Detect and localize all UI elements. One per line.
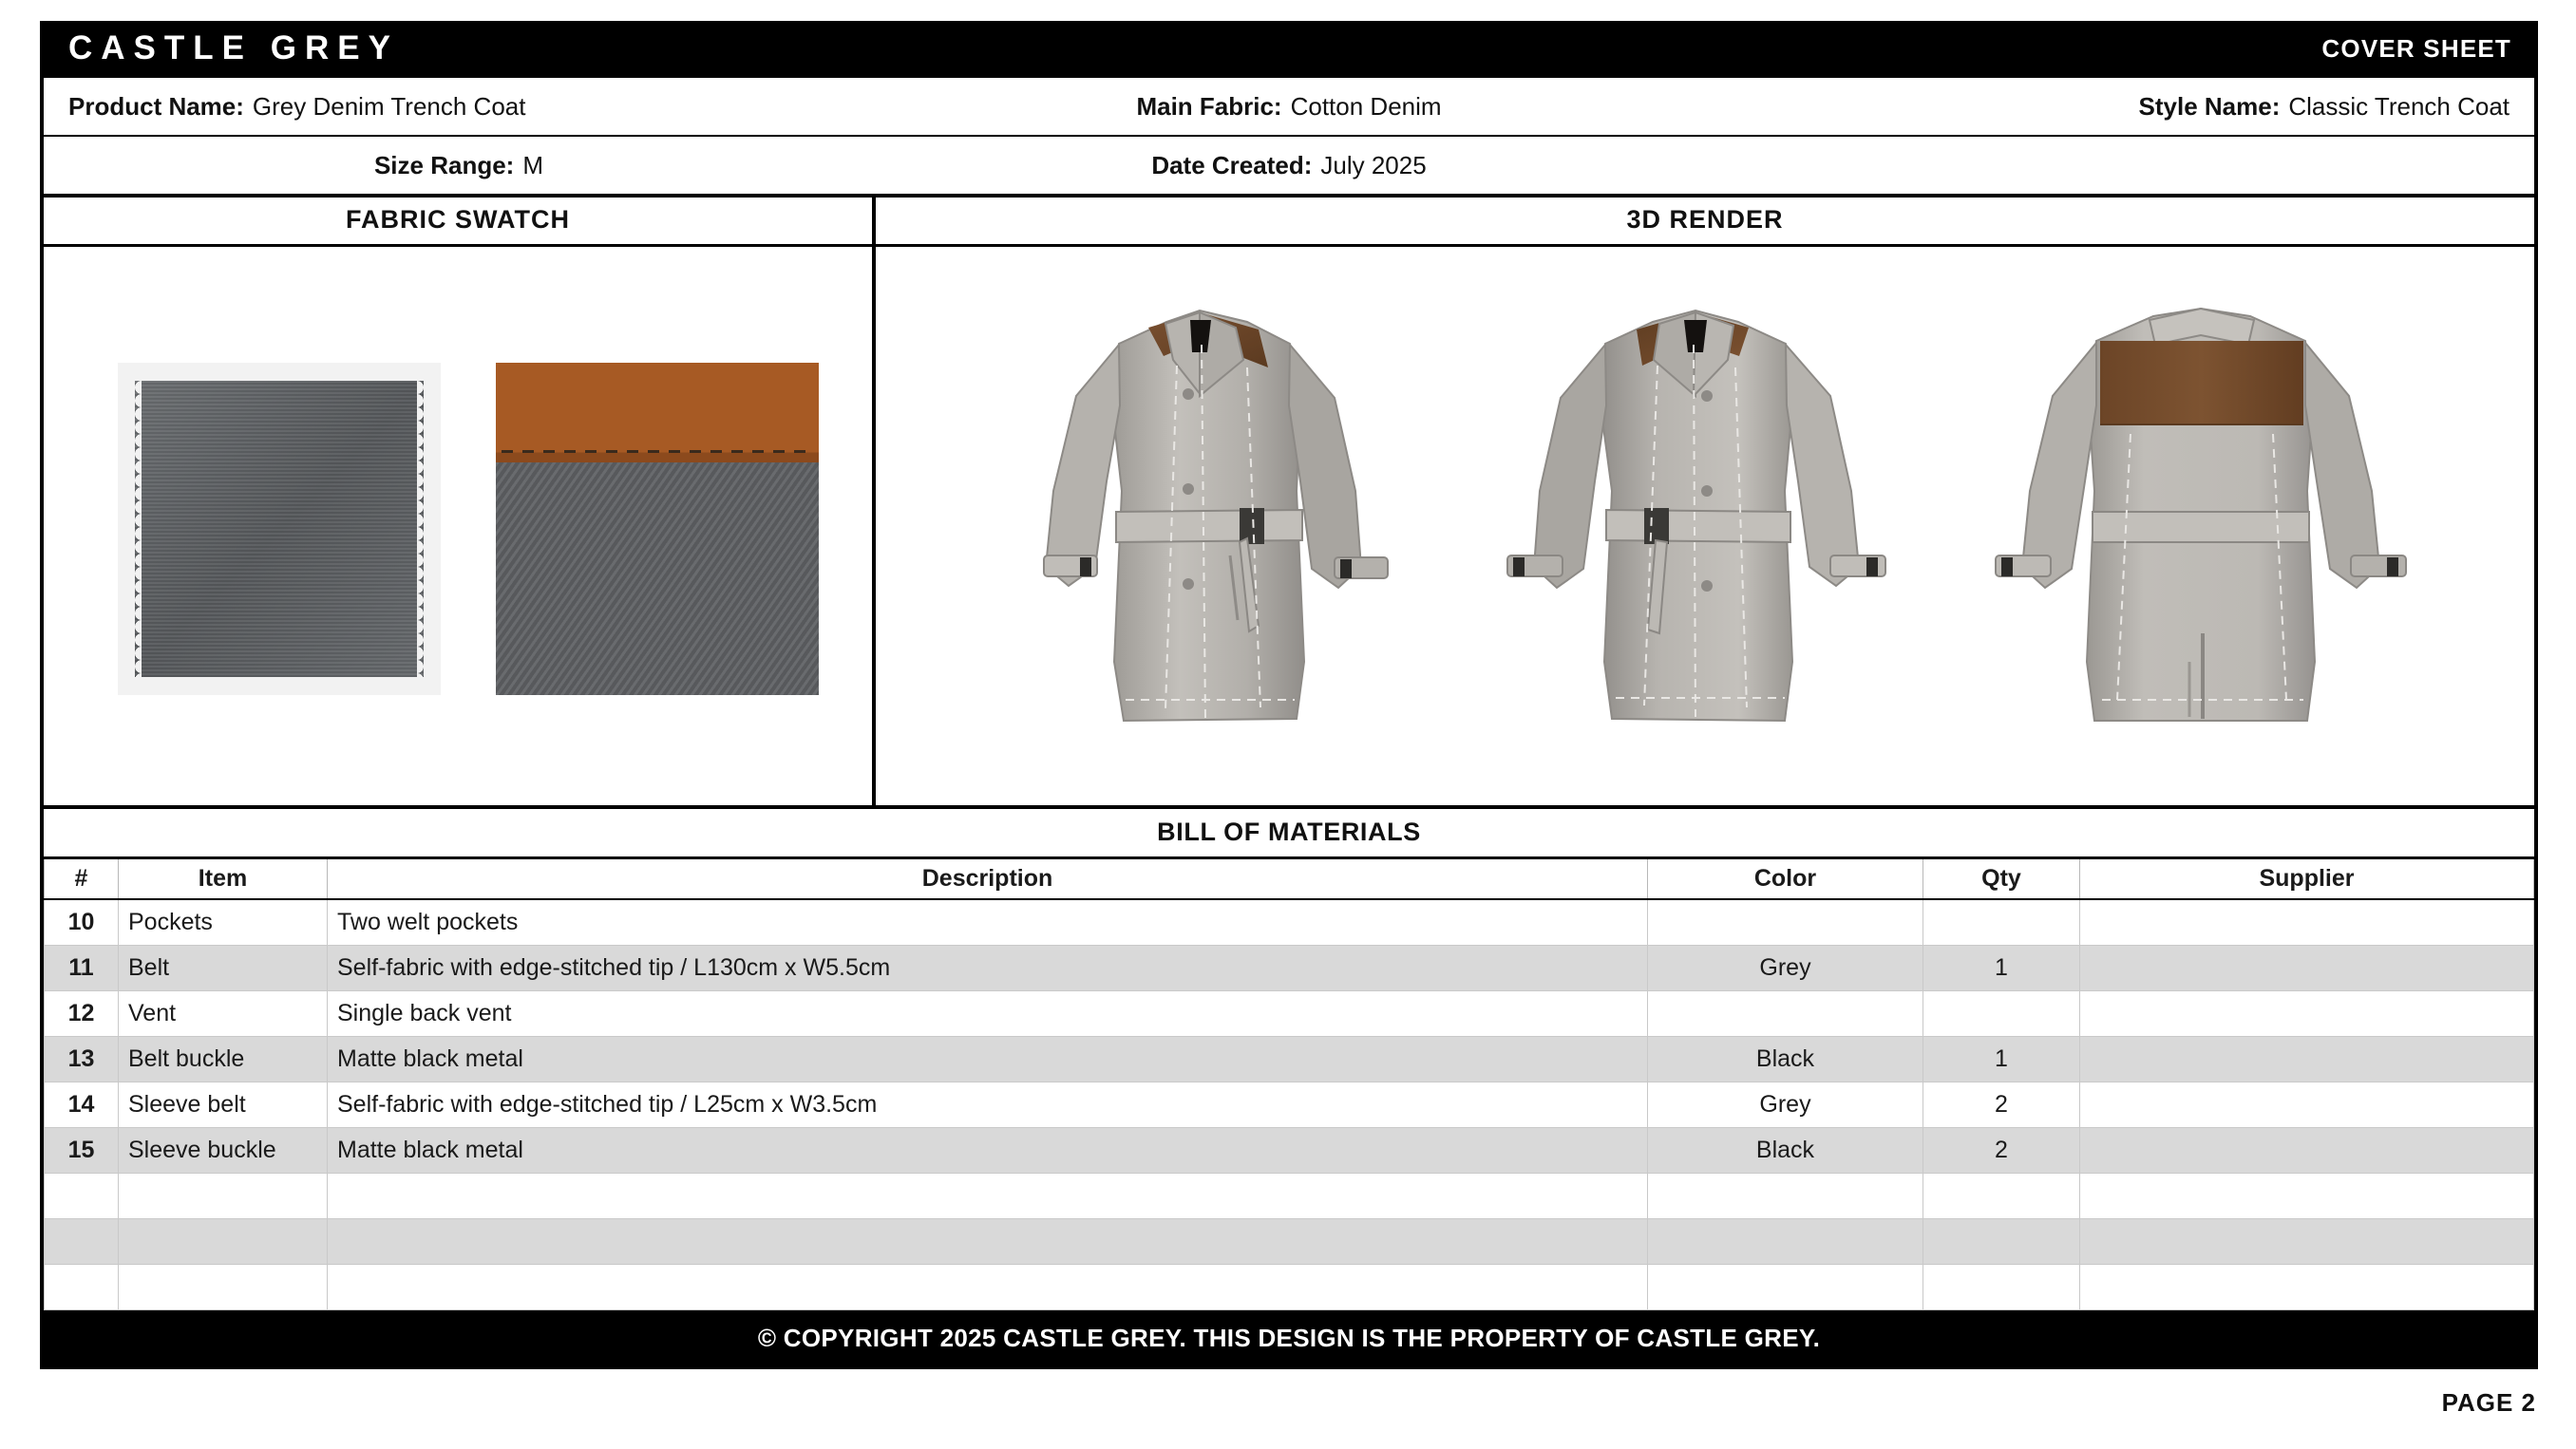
cell-item (119, 1173, 328, 1218)
main-fabric-label: Main Fabric: (1136, 91, 1282, 121)
style-name-value: Classic Trench Coat (2288, 91, 2510, 121)
bom-col-number: # (45, 858, 119, 900)
cell-qty (1923, 899, 2080, 945)
document-header (40, 21, 2538, 76)
cell-color (1648, 990, 1923, 1036)
sheet-type-label: COVER SHEET (2321, 33, 2511, 63)
coat-svg-back (1954, 254, 2448, 804)
cell-description: Two welt pockets (328, 899, 1648, 945)
cell-supplier (2080, 1082, 2534, 1127)
cell-item: Belt buckle (119, 1036, 328, 1082)
cell-item (119, 1218, 328, 1264)
swatch-group (118, 363, 819, 695)
table-row (45, 945, 2534, 990)
twill-texture (496, 462, 819, 695)
bom-col-description: Description (328, 858, 1648, 900)
date-created-label: Date Created: (1151, 150, 1313, 179)
cell-item: Belt (119, 945, 328, 990)
brand-title: CASTLE GREY (68, 29, 399, 66)
style-name-label: Style Name: (2138, 91, 2281, 121)
cell-qty: 1 (1923, 1036, 2080, 1082)
cell-supplier (2080, 1173, 2534, 1218)
tan-grey-swatch-image (496, 363, 819, 695)
bom-title: BILL OF MATERIALS (1157, 818, 1421, 846)
cell-description: Matte black metal (328, 1036, 1648, 1082)
cell-qty (1923, 1173, 2080, 1218)
cell-item: Pockets (119, 899, 328, 945)
cell-supplier (2080, 1127, 2534, 1173)
coat-render-front-left (962, 254, 1437, 806)
mid-section (44, 198, 2534, 805)
cell-description (328, 1264, 1648, 1309)
cell-description (328, 1173, 1648, 1218)
cell-supplier (2080, 1218, 2534, 1264)
table-row (45, 1036, 2534, 1082)
table-row (45, 1173, 2534, 1218)
product-name-label: Product Name: (68, 91, 244, 121)
cell-number (45, 1218, 119, 1264)
copyright-bar: © COPYRIGHT 2025 CASTLE GREY. THIS DESIGN IS THE PROPERTY OF CASTLE GREY. (40, 1310, 2538, 1368)
bom-header-row (45, 858, 2534, 900)
table-row (45, 899, 2534, 945)
bom-col-color: Color (1648, 858, 1923, 900)
cell-supplier (2080, 945, 2534, 990)
cell-description: Single back vent (328, 990, 1648, 1036)
style-name-field (1695, 92, 2534, 122)
cell-color: Grey (1648, 945, 1923, 990)
fabric-swatch-body (44, 247, 872, 805)
render-title: 3D RENDER (876, 198, 2534, 247)
cell-number: 15 (45, 1127, 119, 1173)
grey-denim-swatch-image (135, 381, 424, 677)
cell-qty: 2 (1923, 1127, 2080, 1173)
cell-number: 11 (45, 945, 119, 990)
info-row-secondary (44, 137, 2534, 194)
cell-item: Sleeve buckle (119, 1127, 328, 1173)
cell-color: Grey (1648, 1082, 1923, 1127)
date-created-field (874, 151, 1704, 180)
coat-svg-front-right (1458, 254, 1933, 804)
cell-qty (1923, 1264, 2080, 1309)
size-range-label: Size Range: (373, 150, 515, 179)
cell-number: 12 (45, 990, 119, 1036)
cell-number: 13 (45, 1036, 119, 1082)
fabric-swatch-panel (44, 198, 872, 805)
bom-body (45, 899, 2534, 1309)
cell-description: Matte black metal (328, 1127, 1648, 1173)
cell-qty (1923, 1218, 2080, 1264)
cell-supplier (2080, 1264, 2534, 1309)
cell-qty: 2 (1923, 1082, 2080, 1127)
cell-color (1648, 1264, 1923, 1309)
cell-color (1648, 1218, 1923, 1264)
table-row (45, 1082, 2534, 1127)
cell-description: Self-fabric with edge-stitched tip / L130cm x W5.5cm (328, 945, 1648, 990)
stitch-line (502, 450, 813, 453)
size-range-value: M (522, 150, 544, 179)
cell-qty: 1 (1923, 945, 2080, 990)
cell-number: 14 (45, 1082, 119, 1127)
bom-col-item: Item (119, 858, 328, 900)
render-panel (876, 198, 2534, 805)
date-created-value: July 2025 (1320, 150, 1427, 179)
coat-svg-front-left (962, 254, 1437, 804)
swatch-card-grey (118, 363, 441, 695)
coat-render-back (1954, 254, 2448, 806)
cell-item (119, 1264, 328, 1309)
cell-description: Self-fabric with edge-stitched tip / L25cm x W3.5cm (328, 1082, 1648, 1127)
bom-col-supplier: Supplier (2080, 858, 2534, 900)
cell-number: 10 (45, 899, 119, 945)
bill-of-materials (44, 809, 2534, 1310)
cell-color (1648, 899, 1923, 945)
cell-qty (1923, 990, 2080, 1036)
page-number: PAGE 2 (2441, 1388, 2536, 1417)
sheet-frame (40, 21, 2538, 1369)
bom-col-qty: Qty (1923, 858, 2080, 900)
product-name-value: Grey Denim Trench Coat (252, 91, 526, 121)
cell-supplier (2080, 1036, 2534, 1082)
main-fabric-value: Cotton Denim (1290, 91, 1442, 121)
cell-color (1648, 1173, 1923, 1218)
render-body (876, 247, 2534, 805)
fabric-swatch-title: FABRIC SWATCH (44, 198, 872, 247)
cell-color: Black (1648, 1127, 1923, 1173)
cell-description (328, 1218, 1648, 1264)
product-name-field (44, 92, 882, 122)
cell-item: Vent (119, 990, 328, 1036)
table-row (45, 1127, 2534, 1173)
table-row (45, 1218, 2534, 1264)
bom-table (44, 856, 2534, 1310)
size-range-field (44, 151, 874, 180)
table-row (45, 1264, 2534, 1309)
cell-number (45, 1173, 119, 1218)
table-row (45, 990, 2534, 1036)
cell-supplier (2080, 899, 2534, 945)
main-fabric-field (882, 92, 1696, 122)
coat-render-front-right (1458, 254, 1933, 806)
cell-color: Black (1648, 1036, 1923, 1082)
cell-supplier (2080, 990, 2534, 1036)
cell-item: Sleeve belt (119, 1082, 328, 1127)
cell-number (45, 1264, 119, 1309)
info-row-primary (44, 78, 2534, 135)
render-group (876, 247, 2534, 805)
